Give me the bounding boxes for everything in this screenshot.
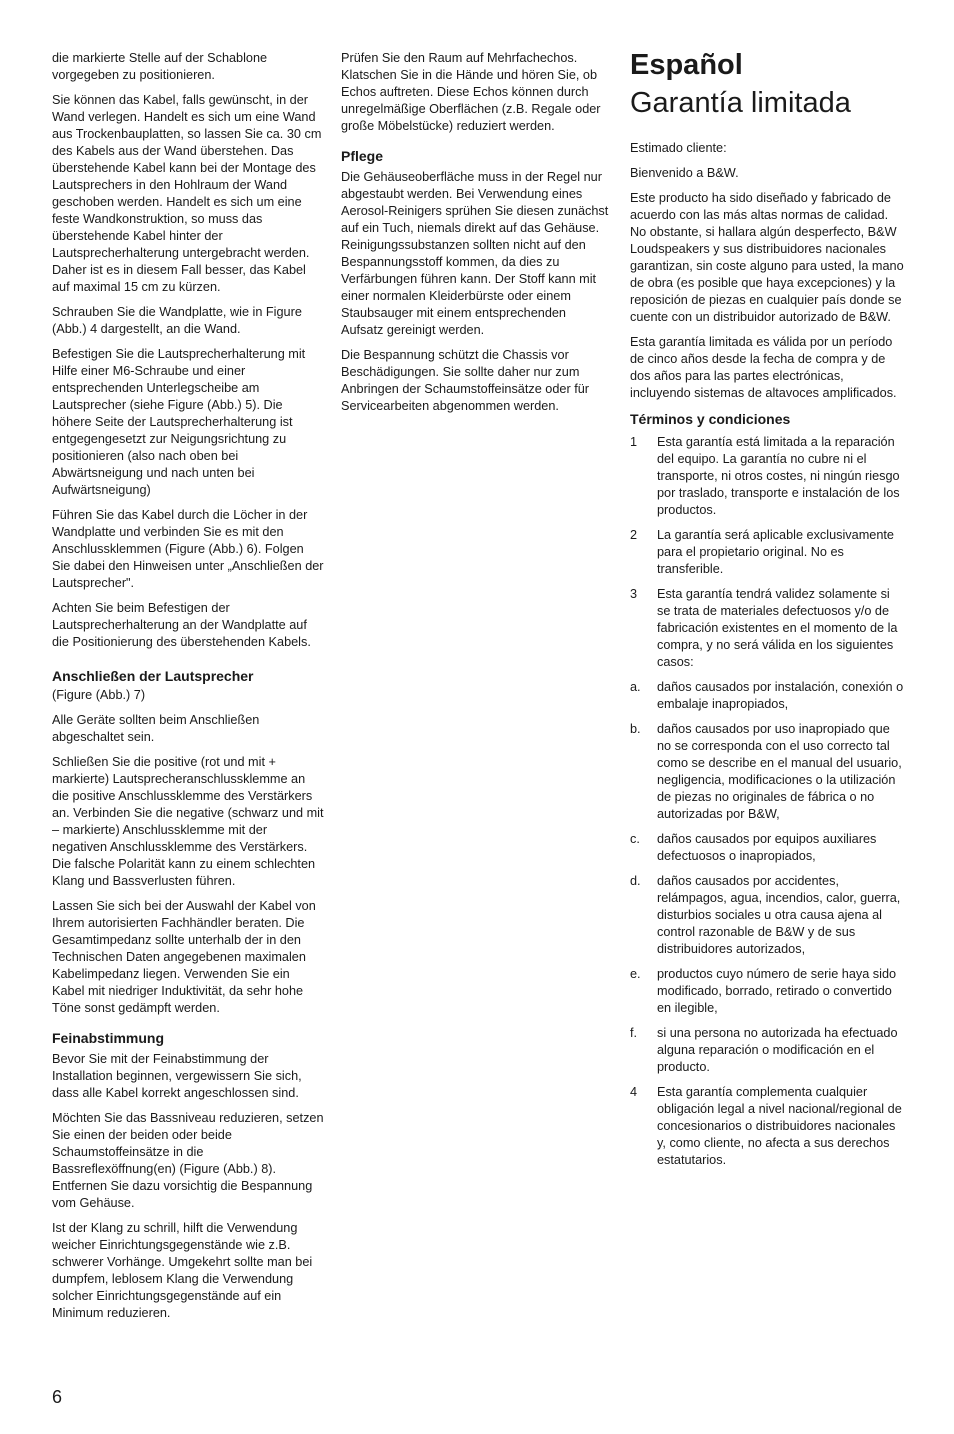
paragraph: Schrauben Sie die Wandplatte, wie in Figure (Abb.) 4 dargestellt, an die Wand. bbox=[52, 305, 302, 336]
list-marker: 1 bbox=[630, 435, 638, 449]
list-marker: 3 bbox=[630, 587, 638, 601]
left-column bbox=[52, 50, 324, 1330]
page-number: 6 bbox=[52, 1387, 63, 1407]
list-marker: f. bbox=[630, 1026, 638, 1040]
list-marker: c. bbox=[630, 832, 640, 846]
list-text: La garantía será aplicable exclusivamente para el propietario original. No es transferible. bbox=[657, 528, 894, 576]
list-item bbox=[630, 831, 904, 865]
paragraph: Lassen Sie sich bei der Auswahl der Kabel von Ihrem autorisierten Fachhändler beraten. Die Gesamtimpedanz sollte unterhalb der in den Technischen Daten angegebenen maximalen Kabelimpedanz liegen. Verwenden Sie ein Kabel mit niedriger Induktivität, da sehr hohe Töne sonst gedämpft werden. bbox=[52, 899, 316, 1015]
paragraph: die markierte Stelle auf der Schablone vorgegeben zu positionieren. bbox=[52, 51, 268, 82]
list-text: daños causados por accidentes, relámpagos, agua, incendios, calor, guerra, disturbios sociales u otra causa ajena al control razonable de B&W y de sus distribuidores autorizados, bbox=[657, 874, 901, 956]
list-marker: d. bbox=[630, 874, 641, 888]
list-text: daños causados por equipos auxiliares defectuosos o inapropiados, bbox=[657, 832, 877, 863]
paragraph: Bienvenido a B&W. bbox=[630, 166, 739, 180]
paragraph: Befestigen Sie die Lautsprecherhalterung mit Hilfe einer M6-Schraube und einer entsprechenden Unterlegscheibe am Lautsprecher (siehe Figure (Abb.) 5). Die höhere Seite der Lautsprecherhalterung ist entgegengesetzt zur Neigungsrichtung zu positionieren (also nach oben bei Abwärtsneigung und nach unten bei Aufwärtsneigung) bbox=[52, 347, 306, 497]
list-item bbox=[630, 434, 904, 519]
list-item bbox=[630, 527, 904, 578]
terms-list bbox=[630, 434, 904, 1169]
paragraph: Bevor Sie mit der Feinabstimmung der Installation beginnen, vergewissern Sie sich, dass alle Kabel korrekt angeschlossen sind. bbox=[52, 1052, 302, 1100]
paragraph: Este producto ha sido diseñado y fabricado de acuerdo con las más altas normas de calidad. No obstante, si hallara algún desperfecto, B&W Loudspeakers y sus distribuidores nacionales garantizan, sin coste alguno para usted, la mano de obra (es posible que haya excepciones) y la reposición de piezas en cualquier país donde se cuente con un distribuidor autorizado de B&W. bbox=[630, 191, 904, 324]
list-item bbox=[630, 586, 904, 671]
paragraph: Prüfen Sie den Raum auf Mehrfachechos. Klatschen Sie in die Hände und hören Sie, ob Echos auftreten. Diese Echos können durch unregelmäßige Oberflächen (z.B. Regale oder große Möbelstücke) reduziert werden. bbox=[341, 51, 601, 133]
list-marker: 2 bbox=[630, 528, 638, 542]
paragraph: Achten Sie beim Befestigen der Lautsprecherhalterung an der Wandplatte auf die Positionierung des überstehenden Kabels. bbox=[52, 601, 311, 649]
section-heading-connect: Anschließen der Lautsprecher bbox=[52, 668, 254, 684]
list-marker: a. bbox=[630, 680, 641, 694]
paragraph: Die Bespannung schützt die Chassis vor Beschädigungen. Sie sollte daher nur zum Anbringen der Schaumstoffeinsätze oder für Servicearbeiten abgenommen werden. bbox=[341, 348, 590, 413]
list-marker: b. bbox=[630, 722, 641, 736]
section-heading-fine-tuning: Feinabstimmung bbox=[52, 1030, 165, 1046]
list-item bbox=[630, 721, 904, 823]
list-text: productos cuyo número de serie haya sido modificado, borrado, retirado o convertido en ilegible, bbox=[657, 967, 897, 1015]
list-item bbox=[630, 1025, 904, 1076]
list-text: Esta garantía complementa cualquier obligación legal a nivel nacional/regional de concesionarios o distribuidores nacionales y, como cliente, no afecta a sus derechos estatutarios. bbox=[657, 1085, 902, 1167]
right-column bbox=[630, 50, 904, 1177]
list-text: Esta garantía tendrá validez solamente si se trata de materiales defectuosos y/o de fabricación existentes en el momento de la compra, y no será válida en los siguientes casos: bbox=[657, 587, 898, 669]
paragraph: Alle Geräte sollten beim Anschließen abgeschaltet sein. bbox=[52, 713, 260, 744]
warranty-title: Garantía limitada bbox=[630, 87, 851, 119]
paragraph: Führen Sie das Kabel durch die Löcher in der Wandplatte und verbinden Sie es mit den Anschlussklemmen (Figure (Abb.) 6). Folgen Sie dabei den Hinweisen unter „Anschließen der Lautsprecher". bbox=[52, 508, 324, 590]
paragraph: Ist der Klang zu schrill, hilft die Verwendung weicher Einrichtungsgegenstände wie z.B. schwerer Vorhänge. Umgekehrt sollte man bei dumpfem, leblosem Klang die Verwendung solcher Einrichtungsgegenstände auf ein Minimum reduzieren. bbox=[52, 1221, 313, 1320]
list-text: daños causados por instalación, conexión o embalaje inapropiados, bbox=[657, 680, 904, 711]
list-text: daños causados por uso inapropiado que no se corresponda con el uso correcto tal como se describe en el manual del usuario, negligencia, modificaciones o la utilización de piezas no originales de fábrica o no autorizadas por B&W, bbox=[657, 722, 902, 821]
middle-column bbox=[341, 50, 609, 423]
list-text: si una persona no autorizada ha efectuado alguna reparación o modificación en el producto. bbox=[657, 1026, 898, 1074]
section-subheading: (Figure (Abb.) 7) bbox=[52, 688, 146, 702]
list-text: Esta garantía está limitada a la reparación del equipo. La garantía no cubre ni el transporte, ni otros costes, ni ningún riesgo por traslado, transporte e instalación de los productos. bbox=[657, 435, 900, 517]
list-marker: e. bbox=[630, 967, 641, 981]
paragraph: Esta garantía limitada es válida por un período de cinco años desde la fecha de compra y de dos años para las partes electrónicas, incluyendo sistemas de altavoces amplificados. bbox=[630, 335, 897, 400]
paragraph: Schließen Sie die positive (rot und mit + markierte) Lautsprecheranschlussklemme an die positive Anschlussklemme des Verstärkers an. Verbinden Sie die negative (schwarz und mit – markierte) Anschlussklemme mit der negativen Anschlussklemme des Verstärkers. Die falsche Polarität kann zu einem schlechten Klang und Bassverlusten führen. bbox=[52, 755, 324, 888]
paragraph: Estimado cliente: bbox=[630, 141, 727, 155]
section-heading-care: Pflege bbox=[341, 148, 384, 164]
section-heading-terms: Términos y condiciones bbox=[630, 411, 791, 427]
list-item bbox=[630, 1084, 904, 1169]
paragraph: Die Gehäuseoberfläche muss in der Regel nur abgestaubt werden. Bei Verwendung eines Aerosol-Reinigers sprühen Sie diesen zunächst auf ein Tuch, niemals direkt auf das Gehäuse. Reinigungssubstanzen sollten nicht auf den Bespannungsstoff kommen, da dies zu Verfärbungen führen kann. Der Stoff kann mit einer normalen Kleiderbürste oder einem Staubsauger mit einem entsprechenden Aufsatz gereinigt werden. bbox=[341, 170, 609, 337]
list-item bbox=[630, 873, 904, 958]
paragraph: Möchten Sie das Bassniveau reduzieren, setzen Sie einen der beiden oder beide Schaumstoffeinsätze in die Bassreflexöffnung(en) (Figure (Abb.) 8). Entfernen Sie dazu vorsichtig die Bespannung vom Gehäuse. bbox=[52, 1111, 324, 1210]
list-item bbox=[630, 679, 904, 713]
paragraph: Sie können das Kabel, falls gewünscht, in der Wand verlegen. Handelt es sich um eine Wand aus Trockenbauplatten, so lassen Sie ca. 30 cm des Kabels aus der Wand überstehen. Das überstehende Kabel kann bei der Montage des Lautsprechers in den Hohlraum der Wand geschoben werden. Handelt es sich um eine feste Wandkonstruktion, so muss das überstehende Kabel hinter der Lautsprecherhalterung untergebracht werden. Daher ist es in diesem Fall besser, das Kabel auf maximal 15 cm zu kürzen. bbox=[52, 93, 322, 294]
list-marker: 4 bbox=[630, 1085, 638, 1099]
list-item bbox=[630, 966, 904, 1017]
language-heading: Español bbox=[630, 49, 743, 81]
